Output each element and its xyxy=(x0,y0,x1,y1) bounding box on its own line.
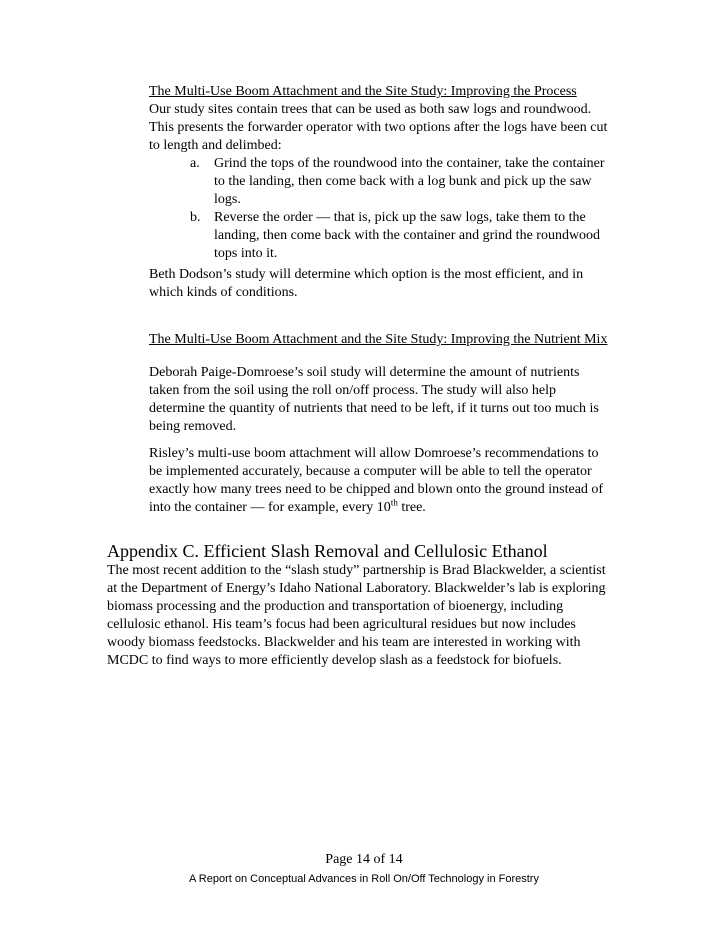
nutrient-paragraph-2 xyxy=(149,445,629,517)
option-line: logs. xyxy=(214,192,241,207)
section-process xyxy=(149,83,629,155)
paragraph-line: taken from the soil using the roll on/off process. The study will also help xyxy=(149,383,556,398)
section-process-heading: The Multi-Use Boom Attachment and the Site Study: Improving the Process xyxy=(149,84,577,99)
appendix-line: woody biomass feedstocks. Blackwelder and his team are interested in working with xyxy=(107,635,581,650)
intro-line: This presents the forwarder operator with two options after the logs have been cut xyxy=(149,120,608,135)
paragraph-line: being removed. xyxy=(149,419,237,434)
appendix-line: cellulosic ethanol. His team’s focus had been agricultural residues but now includes xyxy=(107,617,576,632)
paragraph-line: exactly how many trees need to be chipped and blown onto the ground instead of xyxy=(149,482,604,497)
appendix-line: biomass processing and the production and transportation of bioenergy, including xyxy=(107,599,564,614)
option-b xyxy=(190,209,630,263)
option-line: landing, then come back with the container and grind the roundwood xyxy=(214,228,601,243)
appendix-line: MCDC to find ways to more efficiently develop slash as a feedstock for biofuels. xyxy=(107,653,562,668)
report-title: A Report on Conceptual Advances in Roll On/Off Technology in Forestry xyxy=(189,873,539,885)
appendix-line: The most recent addition to the “slash study” partnership is Brad Blackwelder, a scientist xyxy=(107,563,606,578)
option-line: Reverse the order — that is, pick up the saw logs, take them to the xyxy=(214,210,586,225)
option-line: to the landing, then come back with a log bunk and pick up the saw xyxy=(214,174,592,189)
nutrient-paragraph-1 xyxy=(149,364,629,436)
options-list xyxy=(190,155,630,263)
option-a xyxy=(190,155,630,209)
conclusion-line: which kinds of conditions. xyxy=(149,285,298,300)
paragraph-last-line xyxy=(149,499,629,517)
appendix-heading: Appendix C. Efficient Slash Removal and Cellulosic Ethanol xyxy=(107,541,548,561)
option-line: tops into it. xyxy=(214,246,278,261)
option-marker: a. xyxy=(190,156,200,171)
paragraph-line: determine the quantity of nutrients that need to be left, if it turns out too much is xyxy=(149,401,599,416)
appendix-body xyxy=(107,562,627,670)
conclusion-line: Beth Dodson’s study will determine which option is the most efficient, and in xyxy=(149,267,584,282)
option-line: Grind the tops of the roundwood into the container, take the container xyxy=(214,156,605,171)
page-number: Page 14 of 14 xyxy=(325,852,403,867)
option-marker: b. xyxy=(190,210,201,225)
last-line-tail: tree. xyxy=(397,500,426,515)
section-nutrient xyxy=(149,331,629,349)
appendix-c xyxy=(107,540,627,670)
intro-line: to length and delimbed: xyxy=(149,138,282,153)
intro-line: Our study sites contain trees that can be used as both saw logs and roundwood. xyxy=(149,102,592,117)
last-line-text: into the container — for example, every 10 xyxy=(149,500,391,515)
section-nutrient-heading: The Multi-Use Boom Attachment and the Site Study: Improving the Nutrient Mix xyxy=(149,332,608,347)
paragraph-line: be implemented accurately, because a computer will be able to tell the operator xyxy=(149,464,592,479)
ordinal-superscript: th xyxy=(390,497,398,508)
section-process-conclusion xyxy=(149,266,629,302)
paragraph-line: Deborah Paige-Domroese’s soil study will determine the amount of nutrients xyxy=(149,365,580,380)
paragraph-line: Risley’s multi-use boom attachment will allow Domroese’s recommendations to xyxy=(149,446,599,461)
appendix-line: at the Department of Energy’s Idaho National Laboratory. Blackwelder’s lab is exploring xyxy=(107,581,606,596)
